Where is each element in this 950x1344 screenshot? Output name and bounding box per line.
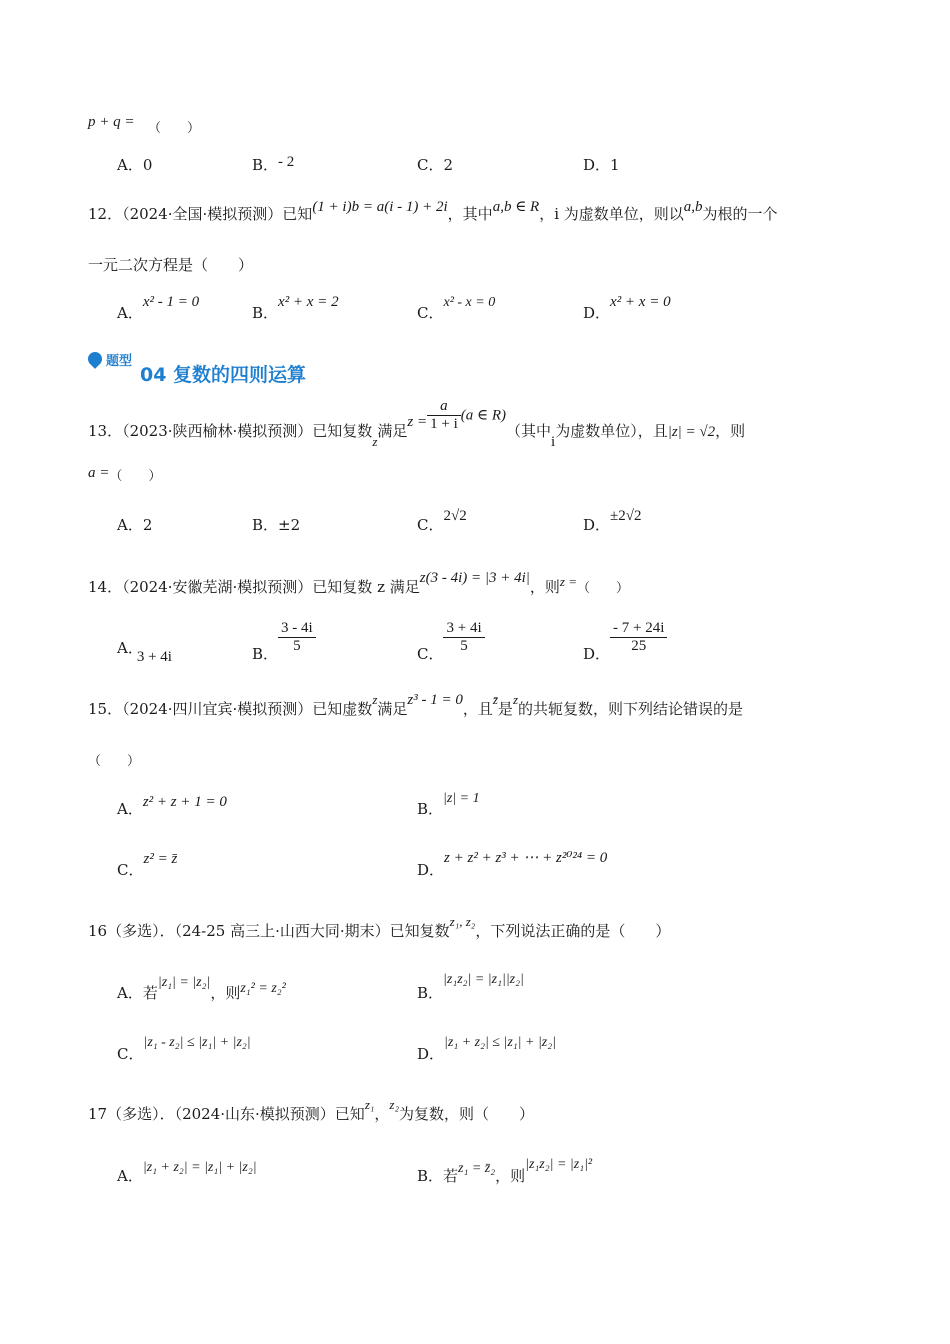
q13-option-b[interactable]: B．±2 [252,516,301,534]
q17-option-a-formula: |z₁ + z₂| = |z₁| + |z₂| [142,1160,257,1175]
q13-fraction [427,398,461,433]
q12-option-b-formula: x² + x = 2 [278,294,339,310]
q17-v2: z₂ [389,1097,400,1112]
q13-line2 [88,462,161,482]
q13-option-d[interactable] [583,508,642,535]
q13-abs-eq: |z| = √2 [667,423,716,440]
q14-option-a[interactable] [117,637,178,665]
q17-tail: 为复数，则（ ） [399,1105,535,1123]
q15-conj: z̄ [492,692,498,707]
q11-option-c[interactable]: C．2 [417,156,454,174]
q11-option-a[interactable]: A．0 [117,156,153,174]
q15-text3: ，且 [462,700,493,718]
q12-option-a[interactable] [117,290,200,322]
q13-text2: 满足 [377,421,408,440]
q13-option-a[interactable]: A．2 [117,516,153,534]
q13-z-eq: z = [407,413,428,430]
q12-option-d-label: D． [583,304,611,322]
q12-option-c[interactable] [417,290,496,322]
q17-comma: ， [374,1105,390,1123]
q15-option-c-label: C． [117,861,144,879]
q15-option-c-formula: z² = z̄ [143,851,178,867]
q17-option-b-mid: ，则 [495,1167,526,1185]
q15-option-d-formula: z + z² + z³ + ⋯ + z²⁰²⁴ = 0 [444,850,608,866]
q15-option-a-label: A． [117,800,143,818]
q15-text4: 是 [497,700,513,718]
q13-option-d-label: D． [583,516,611,534]
q17-v1: z₁ [364,1097,375,1112]
q14-option-b[interactable] [252,620,316,663]
q13-option-c-value: 2√2 [443,508,467,524]
q17-option-b-pre: 若 [443,1167,459,1185]
q14-text2: ，则 [529,578,560,596]
q16-option-a-formula2: z₁² = z₂² [240,981,286,996]
q14-option-d[interactable] [583,620,667,663]
q13-option-c[interactable] [417,508,467,535]
q11-option-b-value: - 2 [278,154,295,170]
q16-option-b-formula: |z₁z₂| = |z₁||z₂| [443,972,524,987]
q13-imag: i [551,433,556,450]
q13-text5: ，则 [715,421,746,440]
q15-number: 15． [88,700,123,718]
q15-text5: 的共轭复数，则下列结论错误的是 [518,700,744,718]
q12-number: 12． [88,205,123,223]
section-title: 04 复数的四则运算 [140,364,307,386]
q13-paren: （ ） [109,469,162,484]
q14-option-c-den: 5 [460,638,468,654]
q14-option-c-num: 3 + 4i [443,620,484,638]
q15-option-b-label: B． [417,800,444,818]
q16-option-a-mid: ，则 [210,984,241,1002]
q16-option-a-label: A． [117,984,143,1002]
q13-var: z [372,433,378,449]
q14-option-d-fraction [610,620,667,655]
q15-paren: （ ） [88,754,141,769]
q15-option-b[interactable] [417,786,480,818]
q12-formula: (1 + i)b = a(i - 1) + 2i [312,199,448,215]
q15-stem [88,692,744,719]
q14-var: z = [559,574,578,589]
q12-option-c-formula: x² - x = 0 [443,295,496,310]
q14-stem [88,570,630,597]
q16-number: 16（多选）． [88,922,175,940]
q17-option-b-label: B． [417,1167,444,1185]
q14-option-c[interactable] [417,620,485,663]
q17-option-a[interactable] [117,1155,257,1185]
q12-set: a,b ∈ R [492,199,540,215]
q12-tail: ，i 为虚数单位，则以 [539,205,684,223]
q16-option-c[interactable] [117,1030,251,1063]
q14-paren: （ ） [577,581,630,596]
q17-option-a-label: A． [117,1167,143,1185]
q13-number: 13． [88,421,123,440]
q15-formula: z³ - 1 = 0 [407,692,463,708]
q17-option-b-formula2: |z₁z₂| = |z₁|² [525,1157,593,1172]
q16-option-b-label: B． [417,984,444,1002]
q15-option-c[interactable] [117,847,178,879]
q16-option-a-formula: |z₁| = |z₂| [157,975,211,990]
q11-option-b-label: B． [252,156,279,174]
q14-option-b-den: 5 [293,638,301,654]
q12-option-b-label: B． [252,304,279,322]
q13-source: （2023·陕西榆林·模拟预测）已知复数 [122,421,373,440]
q13-text4: 为虚数单位），且 [555,421,668,440]
q16-tail: ，下列说法正确的是（ ） [475,922,671,940]
q14-option-d-num: - 7 + 24i [610,620,667,638]
q15-option-a[interactable] [117,790,227,818]
q12-option-b[interactable] [252,290,339,322]
q16-option-d-formula: |z₁ + z₂| ≤ |z₁| + |z₂| [444,1035,556,1050]
q13-stem [88,398,746,450]
q14-option-c-fraction [443,620,484,655]
q12-option-d[interactable] [583,290,671,322]
q16-option-c-label: C． [117,1045,144,1063]
q13-option-d-value: ±2√2 [610,508,642,524]
q17-option-b[interactable] [417,1152,593,1185]
q16-option-d-label: D． [417,1045,445,1063]
q17-stem [88,1097,535,1124]
q16-vars: z₁, z₂ [449,914,476,929]
q17-number: 17（多选）． [88,1105,175,1123]
q14-option-b-fraction [278,620,316,655]
q12-option-a-formula: x² - 1 = 0 [142,294,200,310]
q14-option-d-label: D． [583,644,611,663]
q12-roots: a,b [683,199,703,215]
q12-mid: ，其中 [447,205,493,223]
q16-source: （24-25 高三上·山西大同·期末）已知复数 [174,922,450,940]
q16-option-d[interactable] [417,1030,556,1063]
q11-stem-formula: p + q = [88,114,135,130]
q12-tail2: 为根的一个 [702,205,778,223]
q15-text2: 满足 [377,700,408,718]
q14-option-a-value: 3 + 4i [136,649,172,665]
location-pin-icon [85,349,105,369]
q12-source: （2024·全国·模拟预测）已知 [122,205,313,223]
q11-option-d[interactable]: D．1 [583,156,620,174]
q16-stem [88,914,671,941]
q16-option-b[interactable] [417,967,524,1002]
q12-option-a-label: A． [117,304,143,322]
q13-frac-den: 1 + i [430,416,458,432]
q15-var2: z [512,692,518,707]
q14-option-d-den: 25 [631,638,647,654]
q13-text3: （其中 [506,421,552,440]
section-tag: 题型 [106,354,133,369]
q12-option-d-formula: x² + x = 0 [610,294,671,310]
q15-source: （2024·四川宜宾·模拟预测）已知虚数 [122,700,373,718]
q14-option-a-label: A． [117,639,143,657]
q15-option-d[interactable] [417,846,608,879]
q15-option-d-label: D． [417,861,445,879]
q14-formula: z(3 - 4i) = |3 + 4i| [419,570,530,586]
q13-a-eq: a = [88,465,110,481]
q14-option-b-num: 3 - 4i [278,620,316,638]
q16-option-a[interactable] [117,970,286,1002]
q14-number: 14． [88,578,123,596]
q13-cond: (a ∈ R) [460,407,507,424]
q16-option-c-formula: |z₁ - z₂| ≤ |z₁| + |z₂| [143,1035,251,1050]
q11-option-b[interactable] [252,154,294,175]
q15-option-b-formula: |z| = 1 [443,791,480,806]
q14-source: （2024·安徽芜湖·模拟预测）已知复数 z 满足 [122,578,420,596]
q16-option-a-pre: 若 [142,984,158,1002]
q17-option-b-formula: z₁ = z̄₂ [458,1161,496,1176]
q14-option-c-label: C． [417,644,444,663]
q13-frac-num: a [427,398,461,416]
q12-line2: 一元二次方程是（ ） [88,256,254,274]
q11-paren: （ ） [148,121,201,136]
q15-option-a-formula: z² + z + 1 = 0 [142,794,227,810]
q17-source: （2024·山东·模拟预测）已知 [174,1105,365,1123]
q13-option-c-label: C． [417,516,444,534]
q15-var: z [372,692,378,707]
q14-option-b-label: B． [252,644,279,663]
q12-option-c-label: C． [417,304,444,322]
q12-stem [88,199,778,224]
